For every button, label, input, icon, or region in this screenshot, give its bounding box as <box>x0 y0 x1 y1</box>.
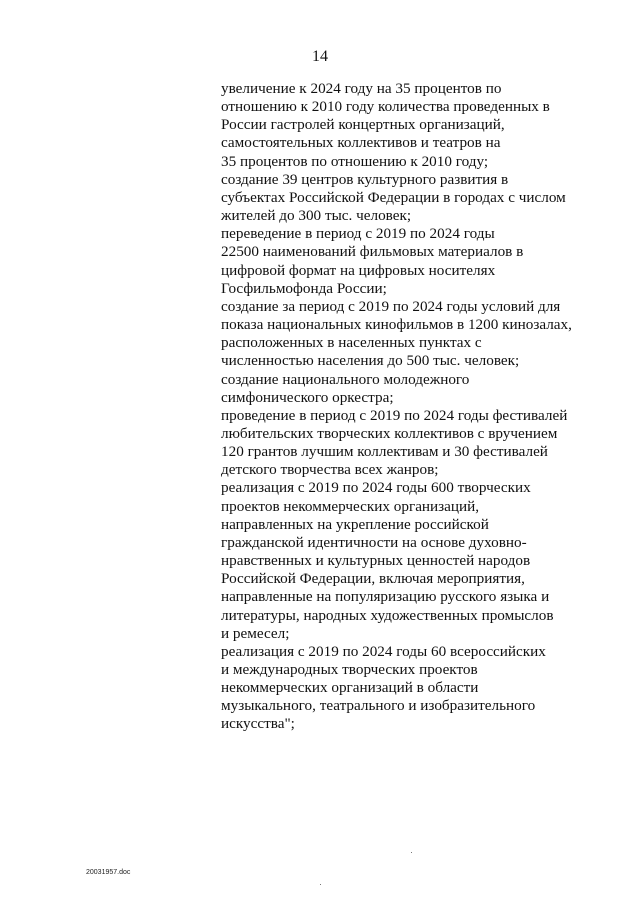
text-line: жителей до 300 тыс. человек; <box>221 207 412 225</box>
text-line: искусства"; <box>221 715 295 733</box>
text-line: 22500 наименований фильмовых материалов в <box>221 243 524 261</box>
text-line: реализация с 2019 по 2024 годы 600 творческих <box>221 479 531 497</box>
text-line: субъектах Российской Федерации в городах с числом <box>221 188 566 206</box>
text-line: показа национальных кинофильмов в 1200 кинозалах, <box>221 316 572 334</box>
text-line: направленных на укрепление российской <box>221 515 489 533</box>
text-line: некоммерческих организаций в области <box>221 679 479 697</box>
text-line: литературы, народных художественных промыслов <box>221 606 554 624</box>
text-line: самостоятельных коллективов и театров на <box>221 134 501 152</box>
scan-speck <box>411 852 412 853</box>
text-line: 35 процентов по отношению к 2010 году; <box>221 152 489 170</box>
page-number: 14 <box>312 48 328 65</box>
text-line: увеличение к 2024 году на 35 процентов по <box>221 80 502 97</box>
document-body <box>221 80 581 734</box>
text-line: цифровой формат на цифровых носителях <box>221 261 496 279</box>
text-line: нравственных и культурных ценностей народов <box>221 552 531 570</box>
text-line: гражданской идентичности на основе духовно- <box>221 533 527 551</box>
text-line: создание 39 центров культурного развития в <box>221 170 509 188</box>
text-line: и ремесел; <box>221 624 290 642</box>
text-line: переведение в период с 2019 по 2024 годы <box>221 225 495 243</box>
scan-speck <box>320 884 321 885</box>
text-line: проектов некоммерческих организаций, <box>221 497 480 515</box>
text-line: создание национального молодежного <box>221 370 470 388</box>
text-line: детского творчества всех жанров; <box>221 461 439 479</box>
text-line: любительских творческих коллективов с вручением <box>221 424 558 442</box>
text-line: Госфильмофонда России; <box>221 279 387 297</box>
text-line: направленные на популяризацию русского языка и <box>221 588 550 606</box>
text-line: и международных творческих проектов <box>221 661 478 678</box>
text-line: России гастролей концертных организаций, <box>221 116 505 134</box>
text-line: отношению к 2010 году количества проведенных в <box>221 98 550 116</box>
text-line: расположенных в населенных пунктах с <box>221 334 482 352</box>
text-line: численностью населения до 500 тыс. человек; <box>221 352 520 370</box>
footer-filename: 20031957.doc <box>86 869 131 876</box>
text-line: создание за период с 2019 по 2024 годы условий для <box>221 297 561 315</box>
text-line: проведение в период с 2019 по 2024 годы фестивалей <box>221 406 568 424</box>
text-line: музыкального, театрального и изобразительного <box>221 697 536 715</box>
text-line: Российской Федерации, включая мероприятия, <box>221 570 525 588</box>
text-line: симфонического оркестра; <box>221 388 394 406</box>
text-line: 120 грантов лучшим коллективам и 30 фестивалей <box>221 443 548 461</box>
text-line: реализация с 2019 по 2024 годы 60 всероссийских <box>221 642 546 660</box>
